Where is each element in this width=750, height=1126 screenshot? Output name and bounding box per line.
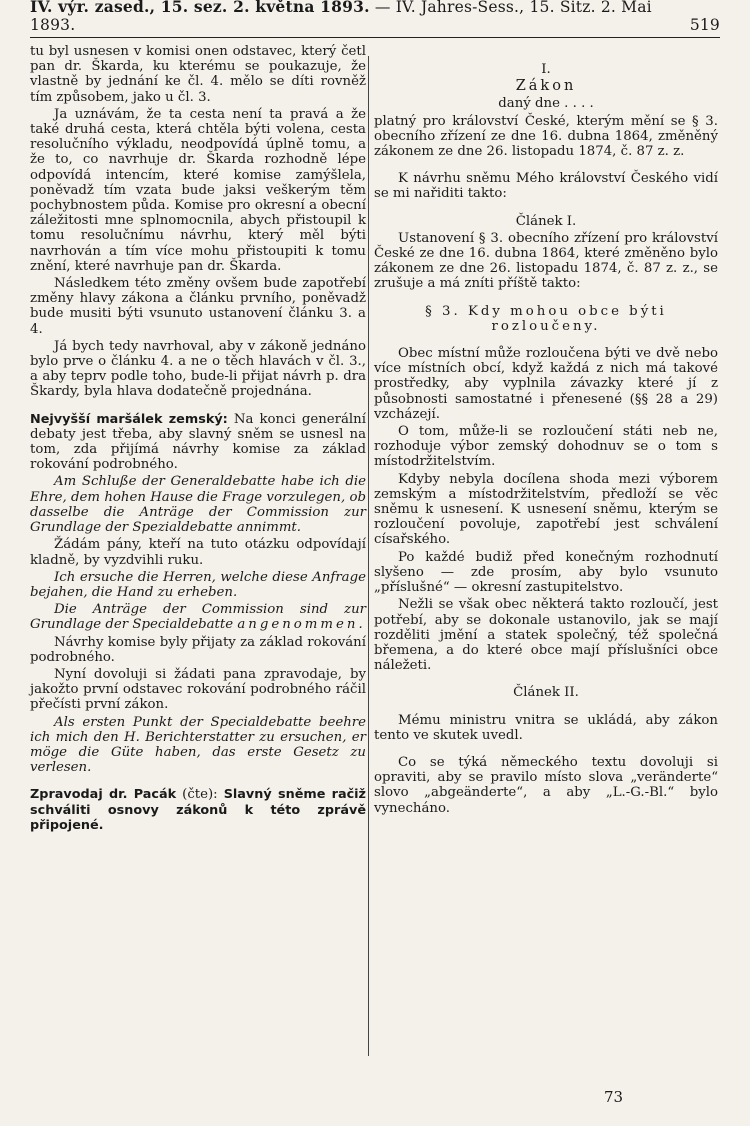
speech-marshal: Nejvyšší maršálek zemský: Na konci generální debaty jest třeba, aby slavný sněm se usnesl na tom, zda přijímá návrhy komise za základ rokování podrobného. [30,411,366,473]
article-heading: Článek I. [515,213,577,229]
paragraph: Po každé budiž před konečným rozhodnutí slyšeno — zde prosím, aby bylo vsunuto „příslušné“ — okresní zastupitelstvo. [374,549,718,596]
paragraph: Následkem této změny ovšem bude zapotřebí změny hlavy zákona a článku prvního, poněvadž bude musiti býti vsunuto ustanovení článku 3. a 4. [30,276,366,337]
speech-rapporteur: Zpravodaj dr. Pacák (čte): Slavný sněme račiž schváliti osnovy zákonů k této zprávě připojené. [30,787,366,833]
paragraph: Mému ministru vnitra se ukládá, aby zákon tento ve skutek uvedl. [374,712,718,743]
paragraph: Já bych tedy navrhoval, aby v zákoně jednáno bylo prve o článku 4. a ne o těch hlavách v čl. 3., a aby teprv podle toho, bude-li přijat návrh p. dra Škardy, byla hlava dodatečně projednána. [30,338,366,400]
speaker-name: Nejvyšší maršálek zemský: [30,411,228,427]
paragraph: Obec místní může rozloučena býti ve dvě nebo více místních obcí, když každá z nich má takové prostředky, aby vyplnila závazky které jí z působnosti samostatné i přenesené (§§ 28 a 29) vzcházejí. [374,346,718,422]
paragraph: Ja uznávám, že ta cesta není ta pravá a že také druhá cesta, která chtěla býti volena, cesta resolučního výkladu, neodpovídá úplně tomu, a že to, co navrhuje dr. Škarda rozhodně lépe odpovídá intencím, které komise zamýšlela, poněvadž tím vzata bude jaksi veškerým těm pochybnostem půda. Komise pro okresní a obecní záležitosti mne splnomocnila, abych přistoupil k tomu resolučnímu návrhu, který měl býti navrhován a tím více mohu přistoupiti k tomu znění, které navrhuje pan dr. Škarda. [30,106,366,274]
paragraph: Žádám pány, kteří na tuto otázku odpovídají kladně, by vyzdvihli ruku. [30,537,366,568]
paragraph: Co se týká německého textu dovoluji si opraviti, aby se pravilo místo slova „veränderte“ slovo „abgeänderte“, a aby „L.-G.-Bl.“ bylo vynecháno. [374,754,718,816]
right-column [374,44,718,818]
speaker-name: Zpravodaj dr. Pacák [30,787,177,803]
section-heading: § 3. Kdy mohou obce býti rozloučeny. [425,303,667,334]
law-title: Zákon [515,78,577,95]
law-number: I. [541,62,551,77]
paragraph: tu byl usnesen v komisi onen odstavec, který četl pan dr. Škarda, ku kterému se poukazuje, že vlastně by jednání ke čl. 4. mělo se díti rovněž tím způsobem, jako u čl. 3. [30,44,366,105]
footer-page-number: 73 [604,1088,624,1106]
paragraph-german: Als ersten Punkt der Specialdebatte beehre ich mich den H. Berichterstatter zu ersuchen, er möge die Güte haben, das erste Gesetz zu verlesen. [30,714,366,776]
paragraph: Návrhy komise byly přijaty za základ rokování podrobného. [30,634,366,665]
paragraph: O tom, může-li se rozloučení státi neb ne, rozhoduje výbor zemský dohodnuv se o tom s místodržitelstvím. [374,424,718,470]
paragraph: Ustanovení § 3. obecního zřízení pro království České ze dne 16. dubna 1864, které změněno bylo zákonem ze dne 26. listopadu 1874, č. 87 z. z., se zrušuje a má zníti příště takto: [374,230,718,292]
law-date: daný dne . . . . [498,96,594,112]
paragraph: Nežli se však obec některá takto rozloučí, jest potřebí, aby se dokonale ustanovilo, jak se mají rozděliti jmění a statek společný, též společná břemena, a do které obce mají příslušníci obce náležeti. [374,597,718,674]
header-czech: IV. výr. zased., 15. sez. 2. května 1893. — IV. Jahres-Sess., 15. Sitz. 2. Mai 1893. [30,0,652,34]
left-column [30,44,366,835]
column-divider [368,56,369,1056]
paragraph-german: Ich ersuche die Herren, welche diese Anfrage bejahen, die Hand zu erheben. [30,569,366,600]
paragraph: K návrhu sněmu Mého království Českého vidí se mi nařiditi takto: [374,171,718,202]
paragraph-german: Die Anträge der Commission sind zur Grundlage der Specialdebatte angenommen. [30,602,366,633]
paragraph: platný pro království České, kterým mění se § 3. obecního zřízení ze dne 16. dubna 1864, změněný zákonem ze dne 26. listopadu 1874, č. 87 z. z. [374,113,718,160]
running-header [30,0,720,38]
paragraph: Kdyby nebyla docílena shoda mezi výborem zemským a místodržitelstvím, předloží se věc sněmu k usnesení. K usnesení sněmu, kterým se rozloučení povoluje, zapotřebí jest schválení císařského. [374,471,718,548]
paragraph: Nyní dovoluji si žádati pana zpravodaje, by jakožto první odstavec rokování podrobného ráčil přečísti první zákon. [30,666,366,713]
paragraph-german: Am Schluße der Generaldebatte habe ich die Ehre, dem hohen Hause die Frage vorzulegen, ob dasselbe die Anträge der Commission zur Grundlage der Spezialdebatte annimmt. [30,474,366,536]
header-page-number: 519 [689,16,720,34]
article-heading: Článek II. [513,685,579,701]
